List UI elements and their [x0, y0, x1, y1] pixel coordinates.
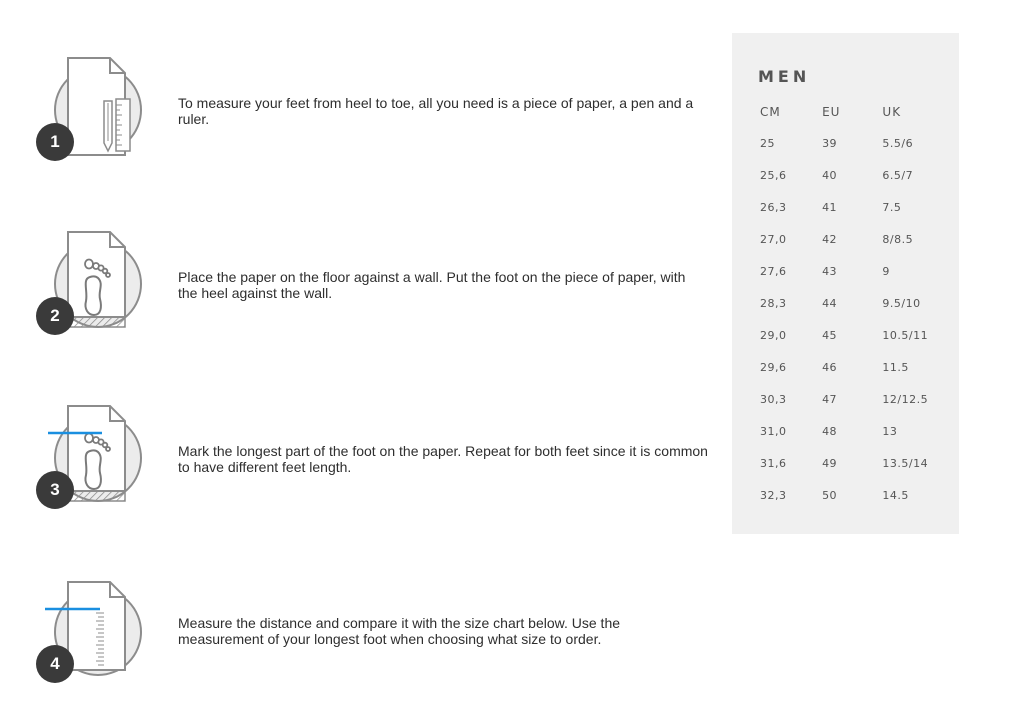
cell-uk: 5.5/6	[882, 137, 914, 150]
table-row	[760, 457, 959, 489]
cell-eu: 43	[822, 265, 838, 278]
cell-cm: 30,3	[760, 393, 787, 406]
step-number-badge: 1	[50, 132, 60, 151]
table-row	[760, 425, 959, 457]
cell-cm: 27,0	[760, 233, 787, 246]
table-row	[760, 137, 959, 169]
size-chart-title: MEN	[758, 67, 811, 86]
step-2	[0, 229, 720, 369]
step-2-text: Place the paper on the floor against a wall. Put the foot on the piece of paper, with the heel against the wall.	[178, 269, 686, 301]
cell-uk: 12/12.5	[882, 393, 929, 406]
cell-cm: 29,6	[760, 361, 787, 374]
cell-uk: 9.5/10	[882, 297, 921, 310]
table-row	[760, 201, 959, 233]
step-3	[0, 403, 720, 543]
cell-eu: 45	[822, 329, 838, 342]
step-number-badge: 2	[50, 306, 60, 325]
step-number-badge: 4	[50, 654, 60, 673]
table-row	[760, 297, 959, 329]
cell-eu: 46	[822, 361, 838, 374]
mark-foot-length-icon	[30, 403, 155, 528]
size-chart-table	[760, 105, 959, 521]
step-number-badge: 3	[50, 480, 60, 499]
cell-cm: 28,3	[760, 297, 787, 310]
cell-uk: 9	[882, 265, 890, 278]
cell-eu: 47	[822, 393, 838, 406]
cell-cm: 26,3	[760, 201, 787, 214]
table-row	[760, 169, 959, 201]
cell-eu: 41	[822, 201, 838, 214]
size-chart-header-row	[760, 105, 959, 137]
size-chart-panel	[732, 33, 959, 534]
table-row	[760, 329, 959, 361]
cell-eu: 40	[822, 169, 838, 182]
foot-on-paper-icon	[30, 229, 155, 354]
cell-uk: 6.5/7	[882, 169, 914, 182]
cell-eu: 42	[822, 233, 838, 246]
step-4-text: Measure the distance and compare it with the size chart below. Use the measurement of your longest foot when choosing what size to order.	[178, 615, 621, 647]
table-row	[760, 489, 959, 521]
step-4	[0, 577, 720, 717]
paper-pen-ruler-icon	[30, 55, 155, 180]
cell-eu: 44	[822, 297, 838, 310]
table-row	[760, 233, 959, 265]
table-row	[760, 265, 959, 297]
cell-cm: 31,0	[760, 425, 787, 438]
cell-eu: 50	[822, 489, 838, 502]
cell-eu: 39	[822, 137, 838, 150]
cell-uk: 11.5	[882, 361, 909, 374]
table-row	[760, 393, 959, 425]
cell-cm: 25,6	[760, 169, 787, 182]
header-eu: EU	[822, 105, 841, 119]
measure-paper-icon	[30, 577, 155, 702]
cell-cm: 29,0	[760, 329, 787, 342]
cell-uk: 13	[882, 425, 898, 438]
cell-cm: 25	[760, 137, 775, 150]
step-1-text: To measure your feet from heel to toe, all you need is a piece of paper, a pen and a ruler.	[178, 95, 694, 127]
cell-uk: 10.5/11	[882, 329, 929, 342]
step-1	[0, 55, 720, 195]
cell-uk: 14.5	[882, 489, 909, 502]
cell-cm: 32,3	[760, 489, 787, 502]
cell-uk: 13.5/14	[882, 457, 929, 470]
table-row	[760, 361, 959, 393]
cell-uk: 7.5	[882, 201, 902, 214]
step-3-text: Mark the longest part of the foot on the paper. Repeat for both feet since it is common to have different feet length.	[178, 443, 708, 475]
header-cm: CM	[760, 105, 781, 119]
cell-eu: 48	[822, 425, 838, 438]
cell-eu: 49	[822, 457, 838, 470]
cell-cm: 27,6	[760, 265, 787, 278]
header-uk: UK	[882, 105, 902, 119]
cell-cm: 31,6	[760, 457, 787, 470]
cell-uk: 8/8.5	[882, 233, 914, 246]
